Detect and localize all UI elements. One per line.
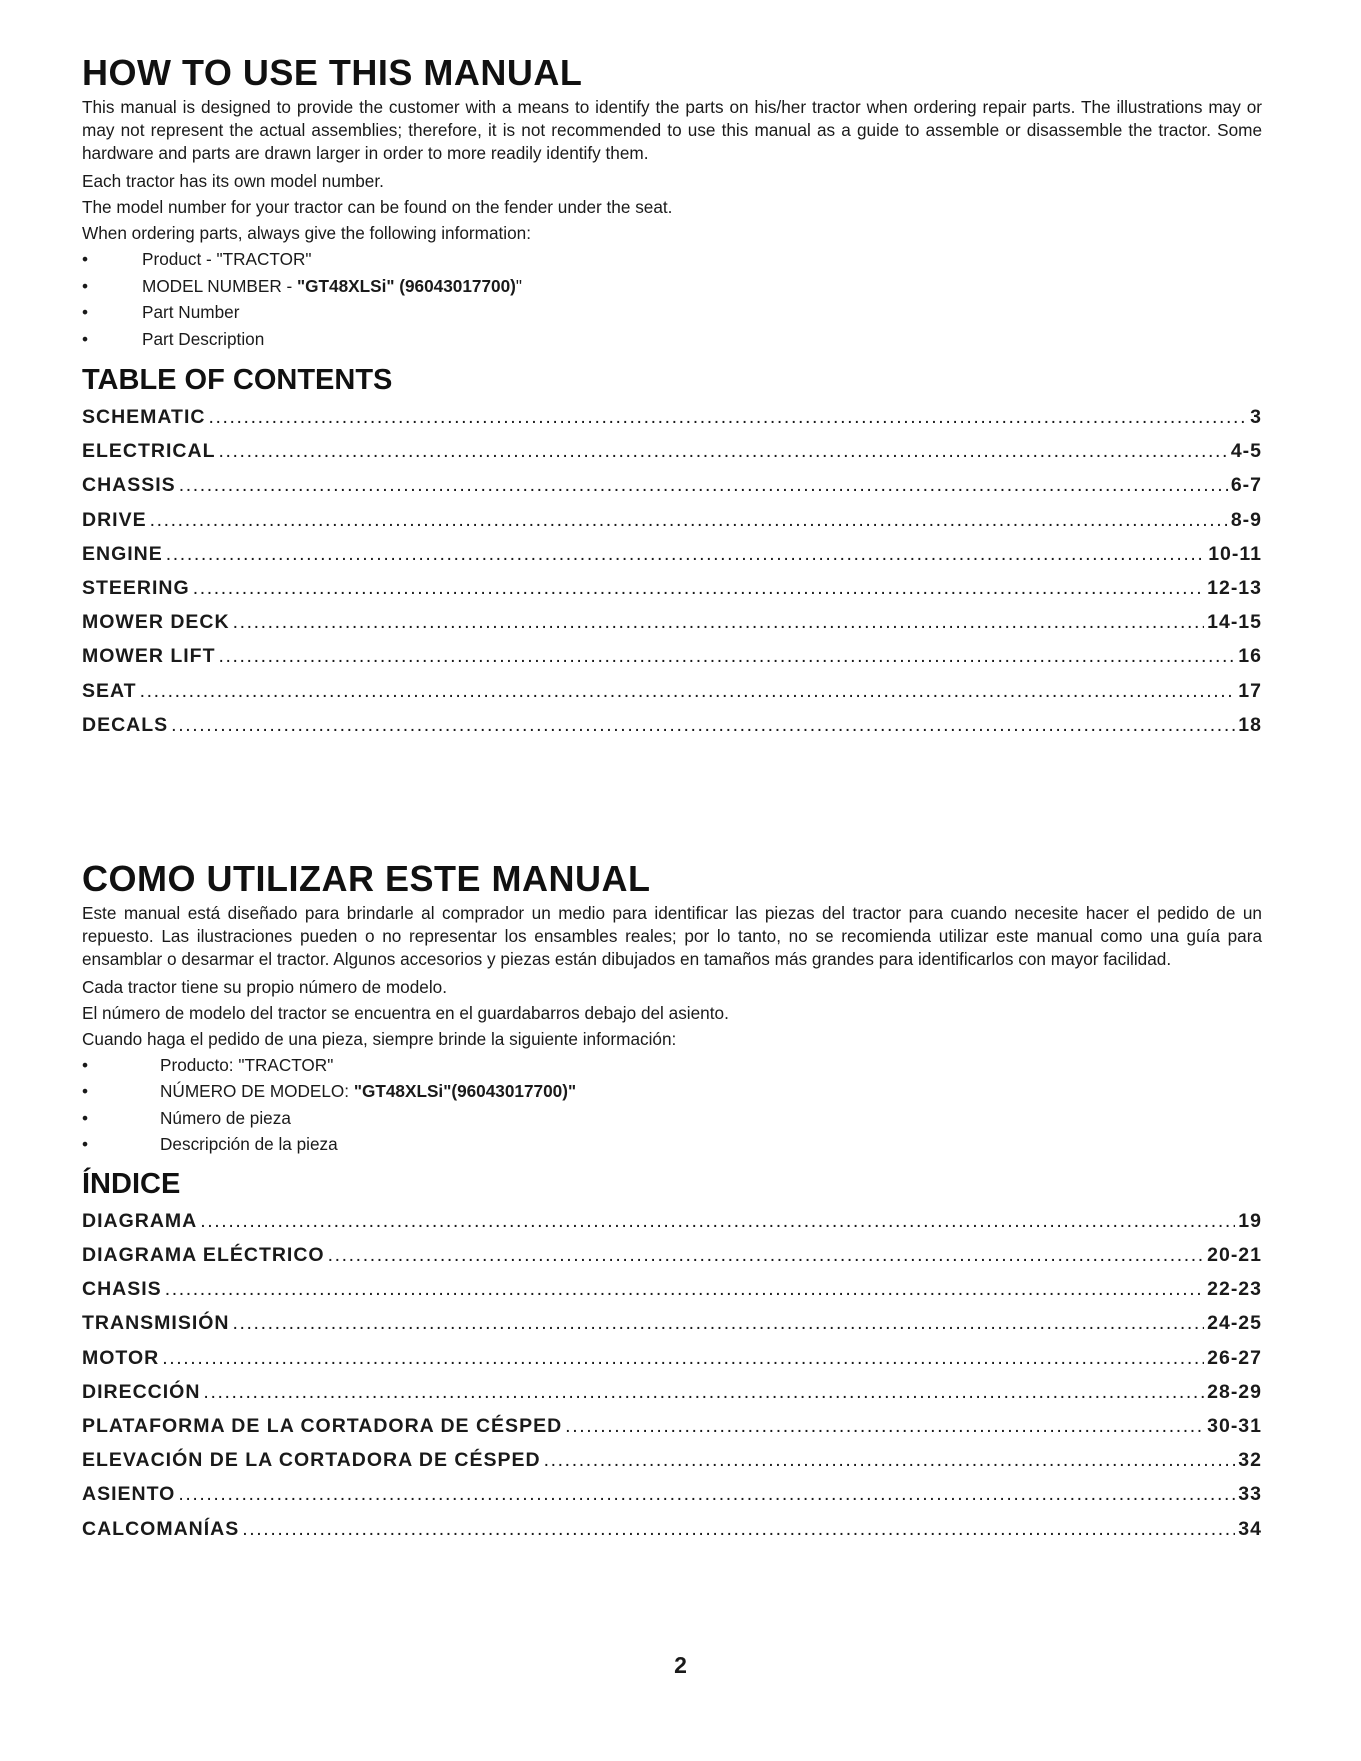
list-item: • Part Number [82,299,1262,326]
ordering-info-list [82,1052,1262,1158]
english-section [82,52,1262,742]
toc-entry[interactable]: CALCOMANÍAS ..... 34 [82,1512,1262,1546]
list-item: • MODEL NUMBER - "GT48XLSi" (96043017700)" [82,273,1262,300]
toc-entry[interactable]: PLATAFORMA DE LA CORTADORA DE CÉSPED ..... 30-31 [82,1409,1262,1443]
toc-entry[interactable]: MOTOR ..... 26-27 [82,1341,1262,1375]
toc-entry[interactable]: DIRECCIÓN ..... 28-29 [82,1375,1262,1409]
list-item: • Número de pieza [82,1105,1262,1132]
toc-entry[interactable]: CHASIS ..... 22-23 [82,1272,1262,1306]
bullet-icon: • [82,275,89,296]
toc-entry[interactable]: DECALS ..... 18 [82,708,1262,742]
toc-entry[interactable]: SCHEMATIC ..... 3 [82,400,1262,434]
toc-entry[interactable]: MOWER DECK ..... 14-15 [82,605,1262,639]
info-line: When ordering parts, always give the following information: [82,223,532,243]
toc-entry[interactable]: STEERING ..... 12-13 [82,571,1262,605]
toc-entry[interactable]: DIAGRAMA ..... 19 [82,1204,1262,1238]
toc-title: TABLE OF CONTENTS [82,364,393,396]
info-line: Each tractor has its own model number. [82,171,384,191]
table-of-contents [82,400,1262,742]
section-title: HOW TO USE THIS MANUAL [82,52,583,93]
bullet-icon: • [82,1054,89,1075]
toc-entry[interactable]: ELECTRICAL ..... 4-5 [82,434,1262,468]
spanish-section [82,858,1262,1546]
bullet-icon: • [82,1107,89,1128]
toc-entry[interactable]: ENGINE ..... 10-11 [82,537,1262,571]
toc-entry[interactable]: SEAT ..... 17 [82,674,1262,708]
info-line: The model number for your tractor can be found on the fender under the seat. [82,197,673,217]
section-title: COMO UTILIZAR ESTE MANUAL [82,857,651,899]
intro-paragraph: Este manual está diseñado para brindarle al comprador un medio para identificar las piezas del tractor para cuando necesite hacer el pedido de un repuesto. Las ilustraciones pueden o no representar los ensambles reales; por lo tanto, no se recomienda utilizar este manual como una guía para ensamblar o desarmar el tractor. Algunos accesorios y piezas están dibujados en tamaños más grandes para identificarlos con mayor facilidad. [82,902,1262,969]
table-of-contents [82,1204,1262,1546]
toc-entry[interactable]: ASIENTO ..... 33 [82,1477,1262,1511]
list-item: • NÚMERO DE MODELO: "GT48XLSi"(96043017700)" [82,1078,1262,1105]
list-item: • Producto: "TRACTOR" [82,1052,1262,1079]
bullet-icon: • [82,302,89,322]
page-number: 2 [674,1652,687,1678]
toc-entry[interactable]: CHASSIS ..... 6-7 [82,468,1262,502]
toc-entry[interactable]: DRIVE ..... 8-9 [82,503,1262,537]
info-line: Cuando haga el pedido de una pieza, siempre brinde la siguiente información: [82,1028,677,1049]
model-number: "GT48XLSi"(96043017700)" [353,1081,577,1102]
bullet-icon: • [82,328,89,349]
model-number: "GT48XLSi" (96043017700) [297,275,516,296]
ordering-info-list [82,246,1262,352]
bullet-icon: • [82,1081,89,1102]
toc-entry[interactable]: DIAGRAMA ELÉCTRICO ..... 20-21 [82,1238,1262,1272]
bullet-icon: • [82,1134,89,1155]
manual-page [82,52,1262,1546]
toc-entry[interactable]: TRANSMISIÓN ..... 24-25 [82,1306,1262,1340]
list-item: • Descripción de la pieza [82,1131,1262,1158]
toc-entry[interactable]: MOWER LIFT ..... 16 [82,639,1262,673]
intro-paragraph: This manual is designed to provide the customer with a means to identify the parts on his/her tractor when ordering repair parts. The illustrations may or may not represent the actual assemblies; therefore, it is not recommended to use this manual as a guide to assemble or disassemble the tractor. Some hardware and parts are drawn larger in order to more readily identify them. [82,97,1262,163]
info-line: Cada tractor tiene su propio número de modelo. [82,976,447,997]
list-item: • Part Description [82,326,1262,353]
info-line: El número de modelo del tractor se encuentra en el guardabarros debajo del asiento. [82,1002,729,1023]
bullet-icon: • [82,249,89,269]
toc-title: ÍNDICE [82,1167,181,1200]
toc-entry[interactable]: ELEVACIÓN DE LA CORTADORA DE CÉSPED ..... 32 [82,1443,1262,1477]
list-item: • Product - "TRACTOR" [82,246,1262,273]
